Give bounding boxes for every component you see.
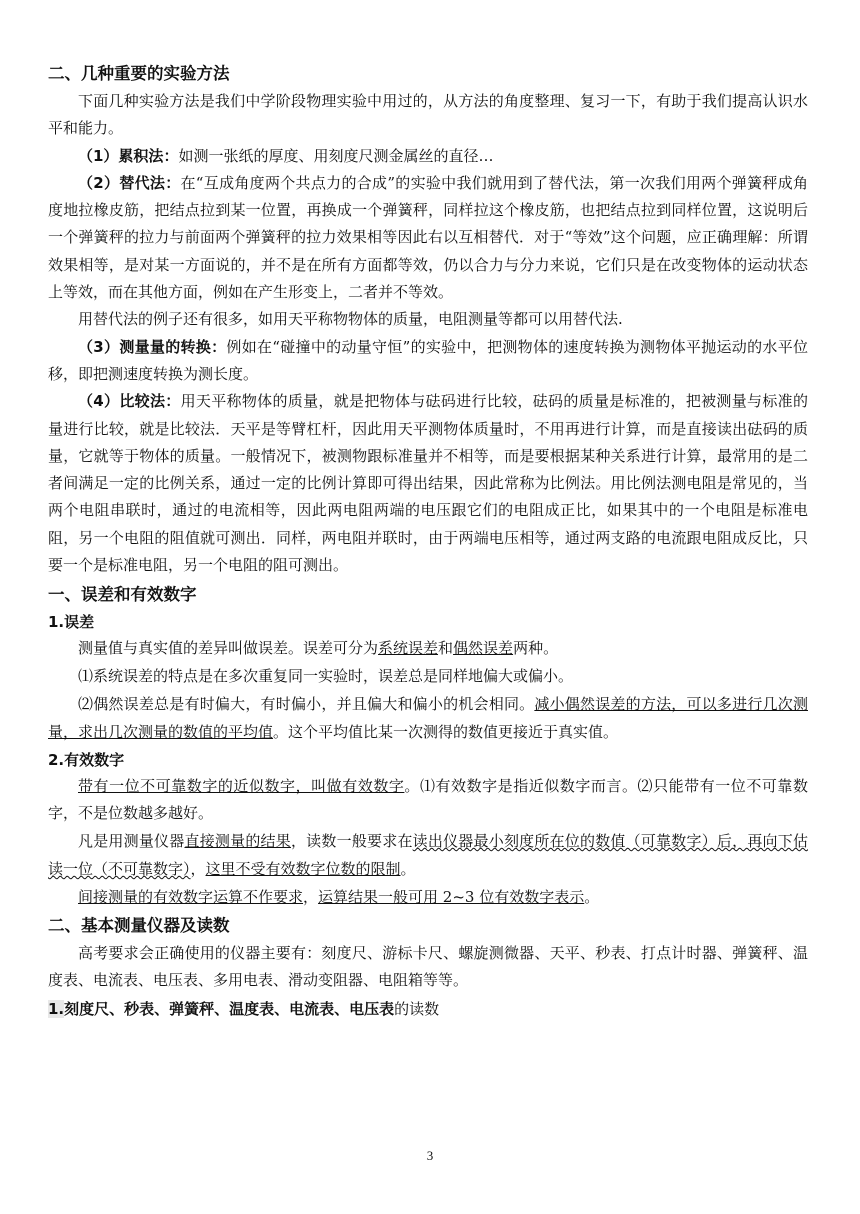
- paragraph-sigfig-definition: 带有一位不可靠数字的近似数字，叫做有效数字。⑴有效数字是指近似数字而言。⑵只能带有一位不可靠数字，不是位数越多越好。: [48, 776, 808, 823]
- paragraph-method-2: （2）替代法：在“互成角度两个共点力的合成”的实验中我们就用到了替代法，第一次我们用两个弹簧秤成角度地拉橡皮筋，把结点拉到某一位置，再换成一个弹簧秤，同样拉这个橡皮筋，也把结点拉到同样位置，这说明后一个弹簧秤的拉力与前面两个弹簧秤的拉力效果相等因此右以互相替代．对于“等效”这个问题，应正确理解：所谓效果相等，是对某一方面说的，并不是在所有方面都等效，仍以合力与分力来说，它们只是在改变物体的运动状态上等效，而在其他方面，例如在产生形变上，二者并不等效。: [48, 173, 808, 302]
- paragraph-method-4: （4）比较法：用天平称物体的质量，就是把物体与砝码进行比较，砝码的质量是标准的，把被测量与标准的量进行比较，就是比较法．天平是等臂杠杆，因此用天平测物体质量时，不用再进行计算，而是直接读出砝码的质量，它就等于物体的质量。一般情况下，被测物跟标准量并不相等，而是要根据某种关系进行计算，最常用的是二者间满足一定的比例关系，通过一定的比例计算即可得出结果，因此常称为比例法。用比例法测电阻是常见的，当两个电阻串联时，通过的电流相等，因此两电阻两端的电压跟它们的电阻成正比，如果其中的一个电阻是标准电阻，另一个电阻的阻值就可测出．同样，两电阻并联时，由于两端电压相等，通过两支路的电流跟电阻成反比，只要一个是标准电阻，另一个电阻的阻可测出。: [48, 392, 808, 575]
- paragraph-sigfig-direct: 凡是用测量仪器直接测量的结果，读数一般要求在读出仪器最小刻度所在位的数值（可靠数字）后，再向下估读一位（不可靠数字），这里不受有效数字位数的限制。: [48, 832, 808, 878]
- method-label: （3）测量量的转换：: [78, 337, 227, 356]
- section-heading-instruments: 二、基本测量仪器及读数: [48, 915, 230, 935]
- paragraph-intro: 下面几种实验方法是我们中学阶段物理实验中用过的，从方法的角度整理、复习一下，有助于我们提高认识水平和能力。: [48, 92, 808, 138]
- document-page: [48, 60, 808, 1023]
- section-heading-errors: 一、误差和有效数字: [48, 585, 197, 605]
- method-label: （2）替代法：: [78, 173, 181, 192]
- method-label: （1）累积法：: [78, 146, 179, 165]
- paragraph-systematic-error: ⑴系统误差的特点是在多次重复同一实验时，误差总是同样地偏大或偏小。: [78, 667, 574, 686]
- method-label: （4）比较法：: [78, 392, 181, 411]
- paragraph-random-error: ⑵偶然误差总是有时偏大，有时偏小，并且偏大和偏小的机会相同。减小偶然误差的方法，可以多进行几次测量，求出几次测量的数值的平均值。这个平均值比某一次测得的数值更接近于真实值。: [48, 694, 808, 741]
- paragraph-method-1: （1）累积法：如测一张纸的厚度、用刻度尺测金属丝的直径…: [78, 146, 494, 165]
- page-number: 3: [426, 1148, 434, 1163]
- subheading-instrument-reading: 1.刻度尺、秒表、弹簧秤、温度表、电流表、电压表的读数: [48, 1000, 440, 1019]
- paragraph-method-2-extra: 用替代法的例子还有很多，如用天平称物物体的质量，电阻测量等都可以用替代法.: [78, 310, 623, 329]
- subheading-significant-figures: 2.有效数字: [48, 750, 125, 769]
- paragraph-sigfig-indirect: 间接测量的有效数字运算不作要求，运算结果一般可用 2~3 位有效数字表示。: [78, 887, 600, 906]
- paragraph-instruments-intro: 高考要求会正确使用的仪器主要有：刻度尺、游标卡尺、螺旋测微器、天平、秒表、打点计时器、弹簧秤、温度表、电流表、电压表、多用电表、滑动变阻器、电阻箱等等。: [48, 943, 808, 990]
- section-heading-experiment-methods: 二、几种重要的实验方法: [48, 64, 230, 83]
- subheading-errors: 1.误差: [48, 613, 95, 632]
- paragraph-method-3: （3）测量量的转换：例如在“碰撞中的动量守恒”的实验中，把测物体的速度转换为测物体平抛运动的水平位移，即把测速度转换为测长度。: [48, 337, 808, 383]
- paragraph-error-definition: 测量值与真实值的差异叫做误差。误差可分为系统误差和偶然误差两种。: [78, 639, 559, 658]
